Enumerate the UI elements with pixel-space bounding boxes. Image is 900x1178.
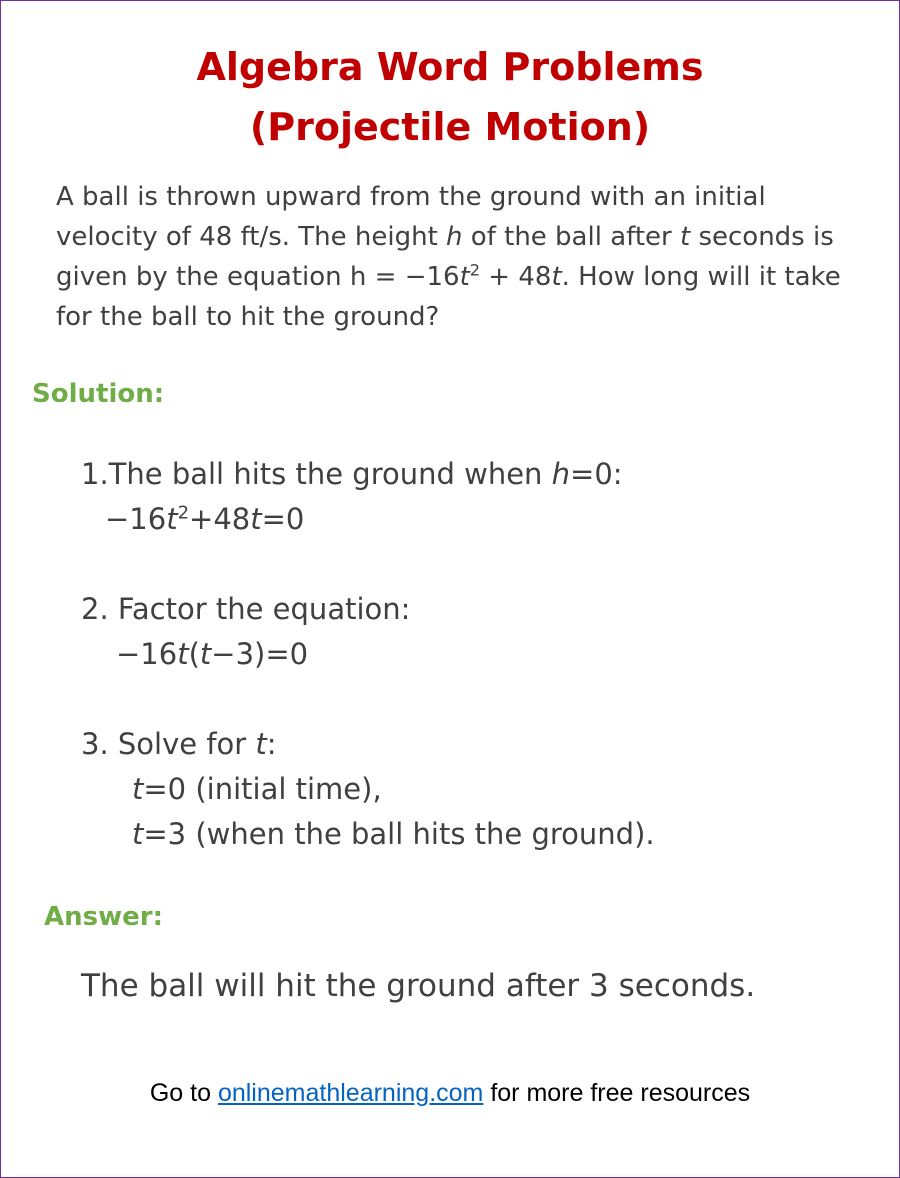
page-title <box>1 37 899 157</box>
step-3-sol2-t: t <box>132 817 144 851</box>
problem-eq-t2: t <box>551 262 562 292</box>
solution-label: Solution: <box>32 379 165 409</box>
step-3-colon: : <box>266 727 277 761</box>
step-1-text: 1.The ball hits the ground when <box>81 457 552 491</box>
title-line-2: (Projectile Motion) <box>249 105 651 149</box>
step-3-sol2-text: =3 (when the ball hits the ground). <box>143 817 655 851</box>
step-1-eq-t: t <box>166 502 178 536</box>
step-3-sol1-t: t <box>132 772 144 806</box>
step-1-text-end: =0: <box>570 457 623 491</box>
step-3-sol1-text: =0 (initial time), <box>143 772 382 806</box>
step-2-equation <box>116 632 308 677</box>
step-3-solution-2 <box>132 812 655 857</box>
step-1-var: h <box>551 457 571 491</box>
step-2-eq-t2: t <box>199 637 212 671</box>
problem-text-3: seconds is given by the equation h = −16 <box>56 222 834 292</box>
step-2-eq-paren: ( <box>188 637 200 671</box>
problem-text-5: . How long will it take for the ball to hit the ground? <box>56 262 841 332</box>
title-line-1: Algebra Word Problems <box>196 45 704 89</box>
problem-text-1: A ball is thrown upward from the ground with an initial velocity of 48 ft/s. The height <box>56 182 766 252</box>
step-3-text: 3. Solve for <box>81 727 256 761</box>
step-1-eq-exp: 2 <box>177 502 190 524</box>
step-3-heading <box>81 722 277 767</box>
step-1-eq-end: =0 <box>261 502 305 536</box>
step-1-eq-t2: t <box>250 502 262 536</box>
answer-text: The ball will hit the ground after 3 seconds. <box>81 968 756 1004</box>
step-2-eq-end: −3)=0 <box>211 637 309 671</box>
footer-link[interactable]: onlinemathlearning.com <box>217 1079 484 1107</box>
step-3-var: t <box>255 727 267 761</box>
problem-exponent: 2 <box>469 260 481 280</box>
problem-statement <box>56 177 866 337</box>
problem-text-4: + 48 <box>480 262 552 292</box>
step-2-eq-t: t <box>177 637 189 671</box>
step-1-equation <box>105 497 304 542</box>
problem-eq-t: t <box>459 262 470 292</box>
footer-prefix: Go to <box>149 1079 218 1107</box>
footer <box>1 1079 899 1108</box>
step-1-eq-plus: +48 <box>189 502 251 536</box>
problem-var-h: h <box>446 222 463 252</box>
step-2-eq-coef: −16 <box>116 637 178 671</box>
footer-suffix: for more free resources <box>483 1079 751 1107</box>
step-1-heading <box>81 452 623 497</box>
answer-label: Answer: <box>44 902 163 932</box>
problem-text-2: of the ball after <box>462 222 680 252</box>
step-2-heading: 2. Factor the equation: <box>81 592 411 626</box>
step-3-solution-1 <box>132 767 382 812</box>
problem-var-t: t <box>679 222 691 252</box>
step-1-eq-coef: −16 <box>105 502 167 536</box>
